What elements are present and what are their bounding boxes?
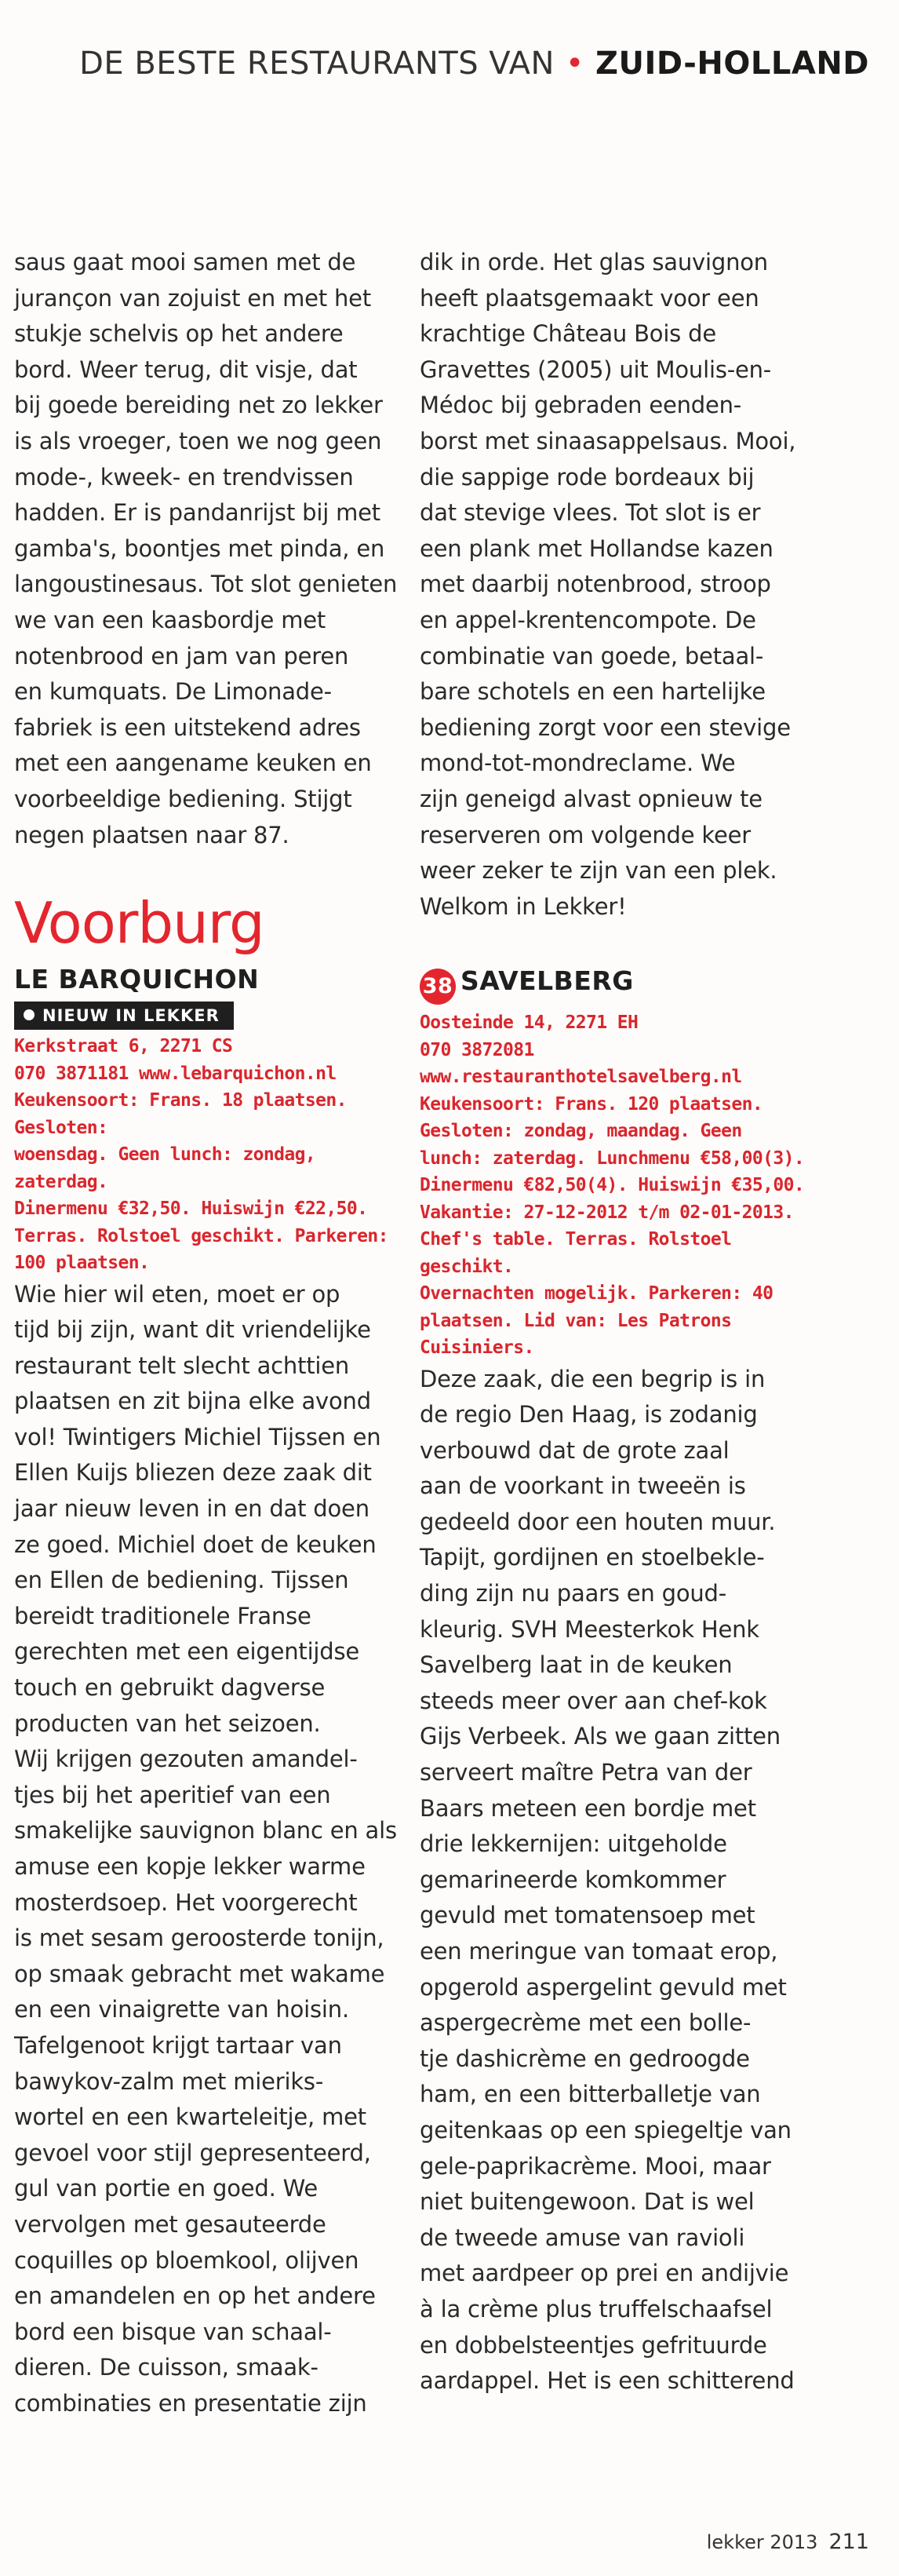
text-line: en amandelen en op het andere: [14, 2282, 376, 2310]
text-line: ze goed. Michiel doet de keuken: [14, 1531, 377, 1558]
text-line: jaar nieuw leven in en dat doen: [14, 1495, 369, 1523]
text-line: bediening zorgt voor een stevige: [420, 713, 791, 741]
text-line: Wij krijgen gezouten amandel-: [14, 1746, 358, 1773]
restaurant-name: LE BARQUICHON: [14, 964, 260, 994]
text-line: steeds meer over aan chef-kok: [420, 1687, 767, 1714]
text-line: met een aangename keuken en: [14, 750, 372, 777]
info-line: Oosteinde 14, 2271 EH: [420, 1013, 639, 1033]
text-line: verbouwd dat de grote zaal: [420, 1436, 730, 1464]
page-number: 211: [828, 2530, 869, 2554]
text-line: producten van het seizoen.: [14, 1709, 321, 1737]
text-line: opgerold aspergelint gevuld met: [420, 1973, 787, 2001]
text-line: tje dashicrème en gedroogde: [420, 2045, 750, 2072]
text-line: Gijs Verbeek. Als we gaan zitten: [420, 1723, 781, 1750]
info-line: 100 plaatsen.: [14, 1253, 150, 1273]
text-line: dik in orde. Het glas sauvignon: [420, 249, 768, 275]
restaurant-name-text: SAVELBERG: [460, 965, 634, 996]
text-line: een meringue van tomaat erop,: [420, 1938, 778, 1965]
running-head-prefix: DE BESTE RESTAURANTS VAN: [79, 46, 555, 82]
text-line: krachtige Château Bois de: [420, 320, 716, 348]
text-line: Welkom in Lekker!: [420, 892, 627, 920]
text-line: coquilles op bloemkool, olijven: [14, 2246, 359, 2274]
text-line: gedeeld door een houten muur.: [420, 1508, 776, 1535]
text-line: en Ellen de bediening. Tijssen: [14, 1567, 349, 1594]
info-line: plaatsen. Lid van: Les Patrons Cuisiniers.: [420, 1310, 732, 1358]
text-line: mosterdsoep. Het voorgerecht: [14, 1888, 358, 1916]
text-line: Tapijt, gordijnen en stoelbekle-: [420, 1544, 765, 1571]
text-line: mond-tot-mondreclame. We: [420, 750, 736, 777]
text-line: gevuld met tomatensoep met: [420, 1902, 755, 1929]
text-line: en appel-krentencompote. De: [420, 606, 756, 633]
text-line: Ellen Kuijs bliezen deze zaak dit: [14, 1459, 372, 1487]
text-line: met aardpeer op prei en andijvie: [420, 2260, 789, 2287]
text-line: bord. Weer terug, dit visje, dat: [14, 356, 358, 383]
text-line: op smaak gebracht met wakame: [14, 1960, 385, 1987]
text-line: fabriek is een uitstekend adres: [14, 713, 361, 741]
text-line: Deze zaak, die een begrip is in: [420, 1365, 766, 1392]
text-line: is met sesam geroosterde tonijn,: [14, 1925, 384, 1952]
text-line: bawykov-zalm met mieriks-: [14, 2067, 324, 2095]
restaurant-name: [420, 964, 812, 1005]
running-head: [79, 46, 869, 82]
text-line: smakelijke sauvignon blanc en als: [14, 1817, 397, 1844]
restaurant-entry-le-barquichon: [14, 962, 406, 2422]
text-line: die sappige rode bordeaux bij: [420, 463, 755, 491]
badge-label: NIEUW IN LEKKER: [42, 1006, 220, 1025]
continued-review: [14, 245, 406, 853]
text-line: zijn geneigd alvast opnieuw te: [420, 785, 763, 812]
info-line: Terras. Rolstoel geschikt. Parkeren:: [14, 1225, 388, 1246]
text-line: à la crème plus truffelschaafsel: [420, 2295, 773, 2322]
text-line: notenbrood en jam van peren: [14, 642, 349, 670]
magazine-name: lekker 2013: [706, 2531, 818, 2553]
text-line: dat stevige vlees. Tot slot is er: [420, 499, 761, 527]
text-line: en kumquats. De Limonade-: [14, 678, 332, 706]
info-line: Keukensoort: Frans. 120 plaatsen.: [420, 1093, 763, 1115]
text-line: en een vinaigrette van hoisin.: [14, 1996, 349, 2023]
info-line: Dinermenu €32,50. Huiswijn €22,50.: [14, 1199, 368, 1219]
text-line: reserveren om volgende keer: [420, 821, 751, 848]
text-line: aardappel. Het is een schitterend: [420, 2367, 795, 2395]
text-line: met daarbij notenbrood, stroop: [420, 571, 771, 598]
text-line: combinaties en presentatie zijn: [14, 2389, 367, 2417]
text-line: gerechten met een eigentijdse: [14, 1638, 360, 1666]
text-line: Gravettes (2005) uit Moulis-en-: [420, 356, 772, 383]
text-line: amuse een kopje lekker warme: [14, 1853, 366, 1880]
text-line: de regio Den Haag, is zodanig: [420, 1401, 758, 1428]
text-line: vol! Twintigers Michiel Tijssen en: [14, 1423, 381, 1450]
text-line: gele-paprikacrème. Mooi, maar: [420, 2152, 771, 2180]
info-line: lunch: zaterdag. Lunchmenu €58,00(3).: [420, 1148, 805, 1169]
text-line: restaurant telt slecht achttien: [14, 1352, 350, 1379]
text-line: heeft plaatsgemaakt voor een: [420, 284, 759, 312]
info-line: Keukensoort: Frans. 18 plaatsen. Gesloten:: [14, 1090, 347, 1138]
text-line: bare schotels en een hartelijke: [420, 678, 766, 706]
text-line: stukje schelvis op het andere: [14, 320, 344, 348]
continued-review: [420, 245, 812, 925]
info-line: www.restauranthotelsavelberg.nl: [420, 1067, 742, 1087]
running-head-separator: •: [565, 46, 584, 82]
text-line: dieren. De cuisson, smaak-: [14, 2354, 318, 2381]
info-line: Vakantie: 27-12-2012 t/m 02-01-2013.: [420, 1202, 794, 1223]
text-line: gevoel voor stijl gepresenteerd,: [14, 2139, 371, 2166]
text-line: bord een bisque van schaal-: [14, 2318, 332, 2345]
info-line: woensdag. Geen lunch: zondag, zaterdag.: [14, 1144, 316, 1192]
text-line: ham, en een bitterballetje van: [420, 2081, 761, 2108]
text-line: is als vroeger, toen we nog geen: [14, 427, 382, 454]
restaurant-info: [420, 1009, 812, 1362]
restaurant-review: [420, 1362, 812, 2399]
text-line: jurançon van zojuist en met het: [14, 284, 371, 312]
info-line: Overnachten mogelijk. Parkeren: 40: [420, 1283, 773, 1304]
text-line: serveert maître Petra van der: [420, 1759, 752, 1786]
text-line: gemarineerde komkommer: [420, 1866, 726, 1893]
city-heading: Voorburg: [14, 890, 264, 956]
info-line: Kerkstraat 6, 2271 CS: [14, 1036, 233, 1056]
info-line: Dinermenu €82,50(4). Huiswijn €35,00.: [420, 1175, 805, 1195]
info-line: Chef's table. Terras. Rolstoel geschikt.: [420, 1229, 732, 1277]
text-line: Médoc bij gebraden eenden-: [420, 392, 742, 419]
text-line: plaatsen en zit bijna elke avond: [14, 1388, 371, 1415]
running-head-region: ZUID-HOLLAND: [595, 46, 869, 82]
text-line: gul van portie en goed. We: [14, 2175, 318, 2202]
text-line: kleurig. SVH Meesterkok Henk: [420, 1615, 759, 1643]
text-line: niet buitengewoon. Dat is wel: [420, 2188, 755, 2216]
text-line: geitenkaas op een spiegeltje van: [420, 2116, 792, 2144]
text-line: combinatie van goede, betaal-: [420, 642, 764, 670]
text-line: een plank met Hollandse kazen: [420, 535, 773, 562]
text-line: drie lekkernijen: uitgeholde: [420, 1830, 727, 1858]
text-line: borst met sinaasappelsaus. Mooi,: [420, 427, 796, 454]
text-line: vervolgen met gesauteerde: [14, 2210, 326, 2238]
text-line: Tafelgenoot krijgt tartaar van: [14, 2031, 342, 2059]
text-line: saus gaat mooi samen met de: [14, 249, 356, 275]
text-line: weer zeker te zijn van een plek.: [420, 857, 777, 885]
restaurant-review: [14, 1277, 406, 2422]
text-line: hadden. Er is pandanrijst bij met: [14, 499, 380, 527]
text-line: mode-, kweek- en trendvissen: [14, 463, 354, 491]
rank-badge: 38: [420, 969, 456, 1005]
text-line: aspergecrème met een bolle-: [420, 2009, 752, 2037]
text-line: we van een kaasbordje met: [14, 606, 326, 633]
text-line: gamba's, boontjes met pinda, en: [14, 535, 385, 562]
info-line: 070 3872081: [420, 1039, 534, 1060]
new-badge: [14, 1002, 234, 1030]
folio: [707, 2530, 869, 2554]
bullet-icon: [24, 1009, 35, 1020]
text-line: langoustinesaus. Tot slot genieten: [14, 571, 398, 598]
text-line: negen plaatsen naar 87.: [14, 821, 289, 848]
text-line: Wie hier wil eten, moet er op: [14, 1280, 340, 1308]
text-line: voorbeeldige bediening. Stijgt: [14, 785, 352, 812]
info-line: 070 3871181 www.lebarquichon.nl: [14, 1063, 337, 1084]
text-line: Baars meteen een bordje met: [420, 1794, 756, 1822]
text-line: bij goede bereiding net zo lekker: [14, 392, 383, 419]
restaurant-entry-savelberg: [420, 964, 812, 2399]
text-line: Savelberg laat in de keuken: [420, 1651, 733, 1679]
text-line: de tweede amuse van ravioli: [420, 2224, 745, 2251]
info-line: Gesloten: zondag, maandag. Geen: [420, 1121, 742, 1141]
text-line: wortel en een kwarteleitje, met: [14, 2103, 366, 2131]
text-line: touch en gebruikt dagverse: [14, 1674, 326, 1702]
text-line: tijd bij zijn, want dit vriendelijke: [14, 1316, 371, 1344]
restaurant-info: [14, 1033, 406, 1277]
text-line: bereidt traditionele Franse: [14, 1602, 311, 1629]
text-line: aan de voorkant in tweeën is: [420, 1472, 746, 1500]
text-line: en dobbelsteentjes gefrituurde: [420, 2331, 767, 2359]
text-line: tjes bij het aperitief van een: [14, 1781, 331, 1808]
text-line: ding zijn nu paars en goud-: [420, 1580, 727, 1607]
